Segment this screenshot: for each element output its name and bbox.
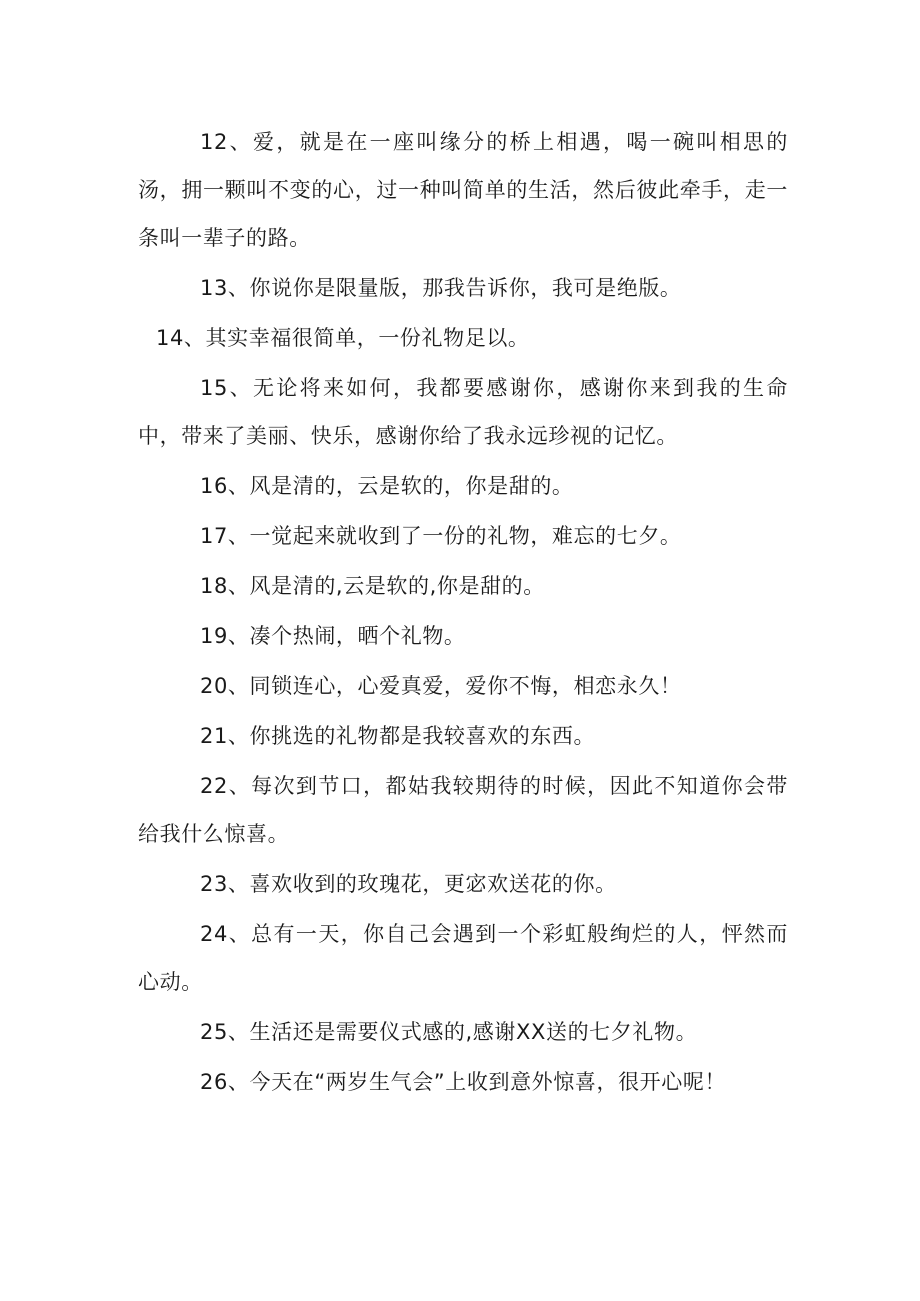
paragraph-14: 14、其实幸福很简单，一份礼物足以。 [156, 326, 530, 350]
document-body [138, 118, 788, 1108]
paragraph-15: 15、无论将来如何，我都要感谢你，感谢你来到我的生命中，带来了美丽、快乐，感谢你给了我永远珍视的记忆。 [138, 376, 788, 448]
paragraph-19: 19、凑个热闹，晒个礼物。 [200, 624, 466, 648]
paragraph-21: 21、你挑选的礼物都是我较喜欢的东西。 [200, 724, 596, 748]
paragraph-18: 18、风是清的,云是软的,你是甜的。 [200, 574, 545, 598]
paragraph-26: 26、今天在“两岁生气会”上收到意外惊喜，很开心呢！ [200, 1070, 727, 1094]
paragraph-12: 12、爱，就是在一座叫缘分的桥上相遇，喝一碗叫相思的汤，拥一颗叫不变的心，过一种叫简单的生活，然后彼此牵手，走一条叫一辈子的路。 [138, 130, 788, 250]
paragraph-23: 23、喜欢收到的玫瑰花，更宓欢送花的你。 [200, 872, 617, 896]
paragraph-24: 24、总有一天，你自己会遇到一个彩虹般绚烂的人，怦然而心动。 [138, 922, 788, 994]
paragraph-16: 16、风是清的，云是软的，你是甜的。 [200, 474, 574, 498]
paragraph-20: 20、同锁连心，心爱真爱，爱你不悔，相恋永久！ [200, 674, 682, 698]
paragraph-22: 22、每次到节口，都姑我较期待的时候，因此不知道你会带给我什么惊喜。 [138, 774, 788, 846]
paragraph-17: 17、一觉起来就收到了一份的礼物，难忘的七夕。 [200, 524, 682, 548]
paragraph-13: 13、你说你是限量版，那我告诉你，我可是绝版。 [200, 276, 682, 300]
paragraph-25: 25、生活还是需要仪式感的,感谢XX送的七夕礼物。 [200, 1020, 698, 1044]
